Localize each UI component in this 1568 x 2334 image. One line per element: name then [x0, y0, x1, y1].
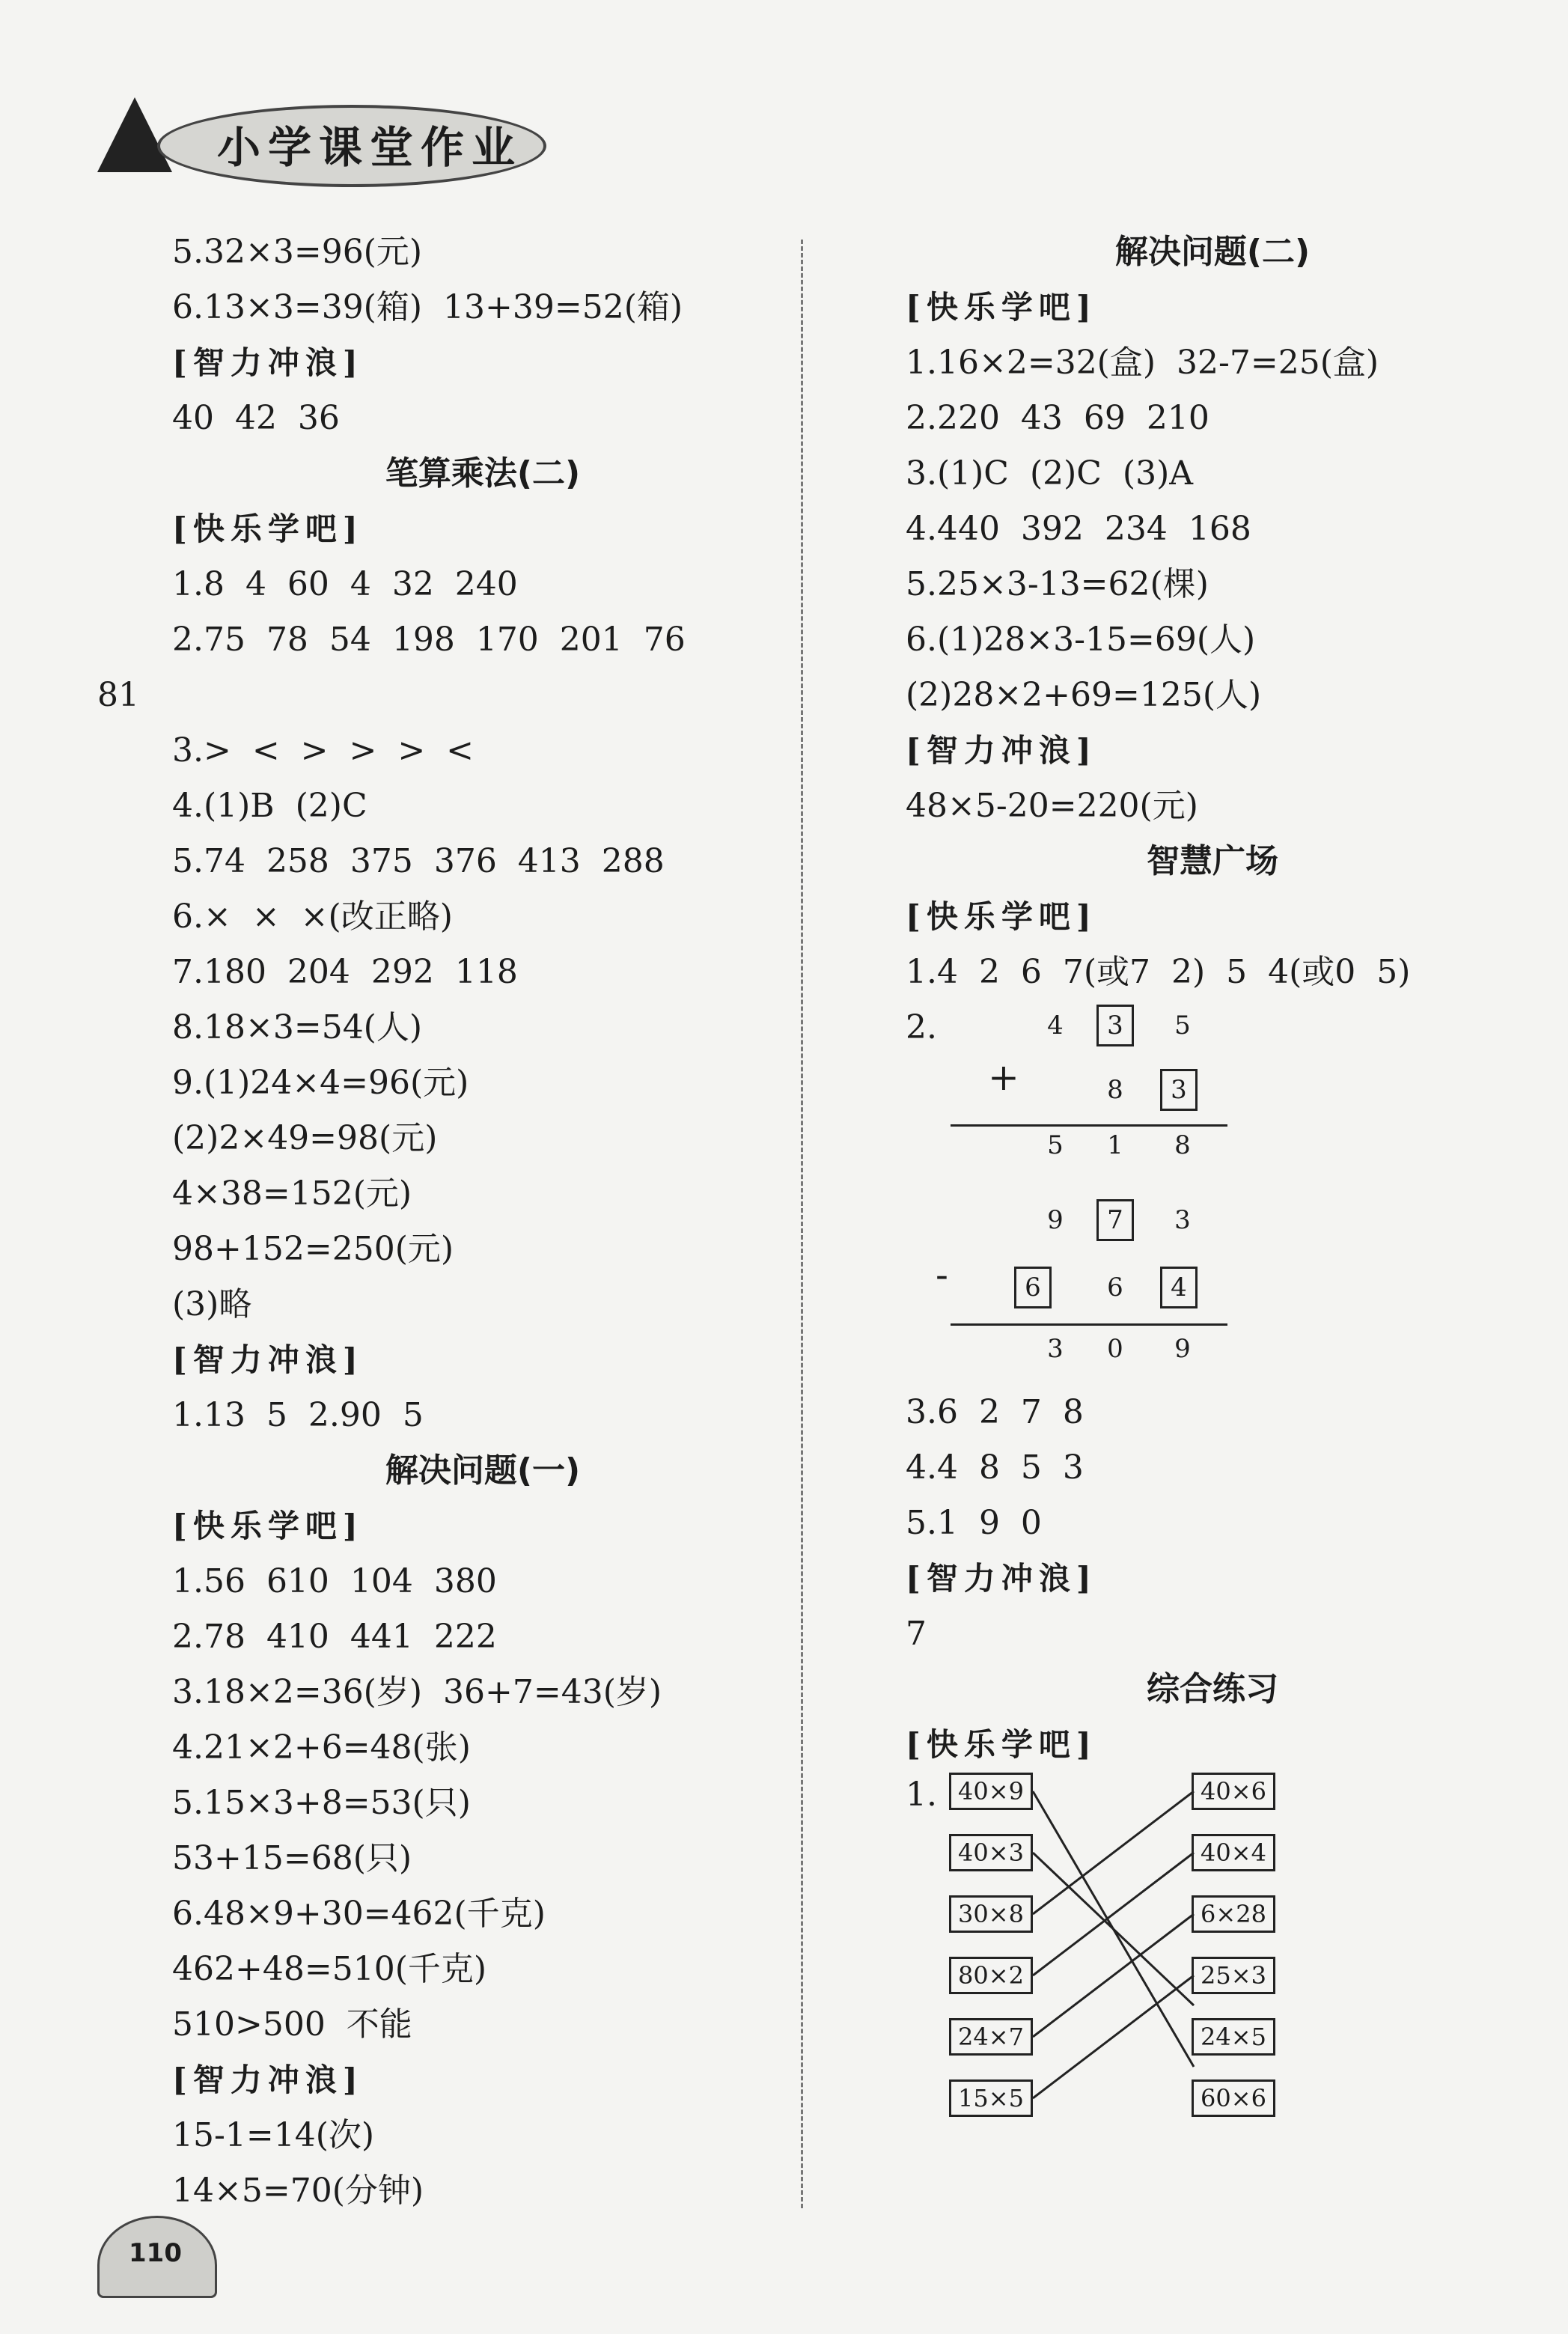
answer-line: 4×38=152(元)	[172, 1174, 412, 1213]
match-box-right: 60×6	[1192, 2079, 1275, 2117]
answer-line: 2.220 43 69 210	[906, 399, 1209, 437]
match-box-left: 24×7	[949, 2018, 1033, 2056]
answer-line: 1.4 2 6 7(或7 2) 5 4(或0 5)	[906, 953, 1411, 991]
digit: 5	[1047, 1130, 1064, 1160]
answer-line: 3.(1)C (2)C (3)A	[906, 454, 1194, 493]
match-box-right: 6×28	[1192, 1895, 1275, 1933]
answer-box: 7	[1096, 1199, 1134, 1241]
minus-sign: -	[936, 1253, 948, 1297]
answer-line: 5.32×3=96(元)	[172, 233, 423, 271]
answer-line: 5.1 9 0	[906, 1504, 1042, 1542]
digit: 9	[1174, 1334, 1191, 1364]
answer-line: 3.18×2=36(岁) 36+7=43(岁)	[172, 1673, 662, 1711]
digit: 0	[1107, 1334, 1123, 1364]
answer-line: 53+15=68(只)	[172, 1839, 412, 1877]
answer-line: 510>500 不能	[172, 2005, 412, 2044]
answer-line: 15-1=14(次)	[172, 2116, 375, 2154]
difference-rule	[951, 1323, 1227, 1326]
answer-line: 5.74 258 375 376 413 288	[172, 842, 665, 880]
addition-problem	[906, 1011, 1280, 1160]
answer-box: 4	[1160, 1267, 1198, 1308]
answer-line: (2)2×49=98(元)	[172, 1119, 438, 1157]
answer-line: 1.56 610 104 380	[172, 1562, 497, 1600]
match-box-right: 25×3	[1192, 1957, 1275, 1994]
answer-line: 2.	[906, 1008, 937, 1046]
answer-line: 1.13 5 2.90 5	[172, 1396, 424, 1434]
section-tag: [快乐学吧]	[172, 511, 364, 547]
digit: 3	[1047, 1334, 1064, 1364]
answer-line: 4.440 392 234 168	[906, 510, 1251, 548]
section-tag: [智力冲浪]	[906, 732, 1097, 769]
answer-line: 6.(1)28×3-15=69(人)	[906, 621, 1256, 659]
digit: 4	[1047, 1011, 1064, 1040]
answer-line: 14×5=70(分钟)	[172, 2172, 424, 2210]
answer-line: 6.48×9+30=462(千克)	[172, 1895, 546, 1933]
digit: 9	[1047, 1205, 1064, 1235]
page-title: 小学课堂作业	[217, 122, 523, 173]
answer-line: (3)略	[172, 1285, 252, 1323]
answer-box: 3	[1096, 1005, 1134, 1046]
answer-line: 48×5-20=220(元)	[906, 787, 1198, 825]
section-tag: [智力冲浪]	[172, 1341, 364, 1378]
answer-line: 5.25×3-13=62(棵)	[906, 565, 1209, 603]
answer-line: 4.(1)B (2)C	[172, 787, 367, 825]
item-number: 1.	[906, 1776, 937, 1814]
digit: 1	[1107, 1130, 1123, 1160]
digit: 6	[1107, 1273, 1123, 1302]
digit: 8	[1107, 1075, 1123, 1105]
answer-line: 3.6 2 7 8	[906, 1393, 1084, 1431]
answer-line: 462+48=510(千克)	[172, 1950, 487, 1988]
answer-line: 4.21×2+6=48(张)	[172, 1728, 471, 1767]
section-tag: [智力冲浪]	[906, 1560, 1097, 1597]
answer-line: 98+152=250(元)	[172, 1230, 454, 1268]
answer-line: 1.16×2=32(盒) 32-7=25(盒)	[906, 344, 1379, 382]
section-tag: [智力冲浪]	[172, 344, 364, 381]
section-tag: [快乐学吧]	[906, 1726, 1097, 1763]
section-tag: [快乐学吧]	[906, 289, 1097, 326]
digit: 5	[1174, 1011, 1191, 1040]
section-heading: 解决问题(一)	[385, 1451, 581, 1490]
answer-line: 5.15×3+8=53(只)	[172, 1784, 471, 1822]
matching-exercise	[906, 1773, 1355, 2124]
answer-line: 81	[97, 676, 139, 714]
answer-line: 7.180 204 292 118	[172, 953, 518, 991]
match-box-right: 24×5	[1192, 2018, 1275, 2056]
left-column	[97, 225, 793, 2219]
digit: 8	[1174, 1130, 1191, 1160]
sum-rule	[951, 1124, 1227, 1127]
answer-line: (2)28×2+69=125(人)	[906, 676, 1262, 714]
answer-line: 9.(1)24×4=96(元)	[172, 1064, 469, 1102]
plus-sign: +	[988, 1055, 1019, 1099]
section-tag: [智力冲浪]	[172, 2062, 364, 2098]
right-column	[906, 225, 1519, 2124]
match-box-right: 40×4	[1192, 1834, 1275, 1871]
answer-line: 2.78 410 441 222	[172, 1618, 497, 1656]
answer-line: 6.× × ×(改正略)	[172, 898, 453, 936]
answer-line: 40 42 36	[172, 399, 340, 437]
header-banner	[90, 90, 539, 202]
matching-lines	[906, 1773, 1355, 2124]
match-box-left: 40×3	[949, 1834, 1033, 1871]
answer-line: 6.13×3=39(箱) 13+39=52(箱)	[172, 288, 683, 326]
answer-line: 7	[906, 1615, 927, 1653]
match-box-left: 80×2	[949, 1957, 1033, 1994]
section-heading: 智慧广场	[1147, 842, 1278, 880]
answer-line: 2.75 78 54 198 170 201 76	[172, 621, 686, 659]
subtraction-problem	[906, 1205, 1280, 1385]
section-tag: [快乐学吧]	[172, 1508, 364, 1544]
answer-line: 1.8 4 60 4 32 240	[172, 565, 518, 603]
match-box-left: 15×5	[949, 2079, 1033, 2117]
match-box-right: 40×6	[1192, 1773, 1275, 1810]
answer-line: 4.4 8 5 3	[906, 1448, 1084, 1487]
match-box-left: 30×8	[949, 1895, 1033, 1933]
column-divider	[801, 240, 803, 2208]
section-heading: 解决问题(二)	[1114, 233, 1311, 271]
answer-line: 3.> < > > > <	[172, 731, 475, 770]
section-tag: [快乐学吧]	[906, 898, 1097, 935]
digit: 3	[1174, 1205, 1191, 1235]
match-box-left: 40×9	[949, 1773, 1033, 1810]
section-heading: 综合练习	[1147, 1670, 1278, 1708]
page-number: 110	[129, 2238, 182, 2268]
answer-line: 8.18×3=54(人)	[172, 1008, 423, 1046]
answer-box: 6	[1014, 1267, 1052, 1308]
answer-box: 3	[1160, 1069, 1198, 1111]
section-heading: 笔算乘法(二)	[385, 454, 581, 493]
